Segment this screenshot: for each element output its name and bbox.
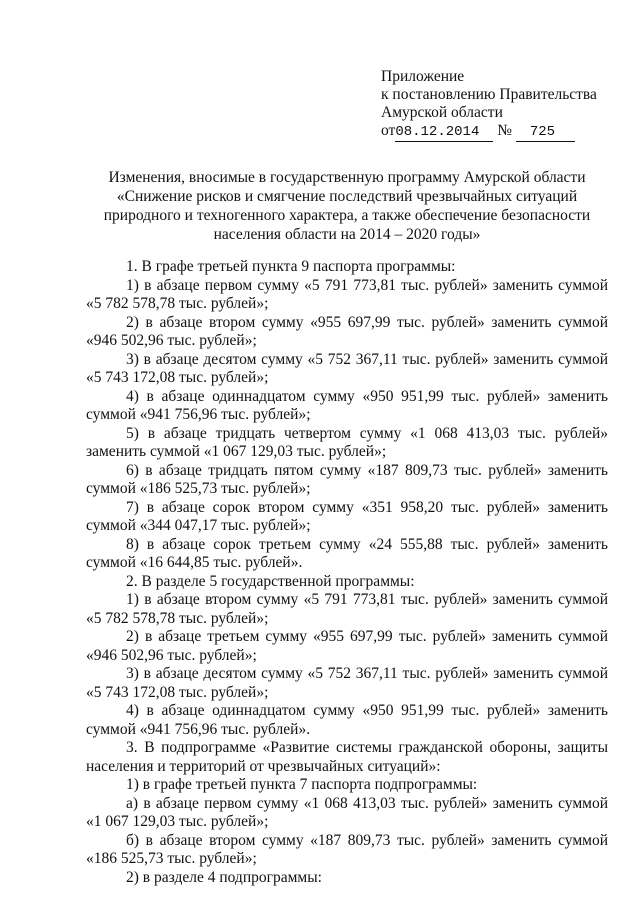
section-heading: 3. В подпрограмме «Развитие системы гражданской обороны, защиты населения и территорий от чрезвычайных ситуаций»: bbox=[86, 739, 608, 775]
appendix-resolution: к постановлению Правительства bbox=[381, 86, 597, 103]
title-line: Изменения, вносимые в государственную программу Амурской области bbox=[108, 169, 586, 186]
document-title bbox=[96, 168, 598, 244]
title-line: населения области на 2014 – 2020 годы» bbox=[213, 226, 481, 243]
list-item: 1) в графе третьей пункта 7 паспорта подпрограммы: bbox=[126, 776, 478, 793]
appendix-header bbox=[381, 68, 597, 142]
list-item: 5) в абзаце тридцать четвертом сумму «1 068 413,03 тыс. рублей» заменить суммой «1 067 129,03 тыс. рублей»; bbox=[86, 424, 608, 460]
number-label: № bbox=[497, 122, 512, 139]
section-heading: 1. В графе третьей пункта 9 паспорта программы: bbox=[126, 258, 456, 275]
list-item: б) в абзаце втором сумму «187 809,73 тыс. рублей» заменить суммой «186 525,73 тыс. рублей»; bbox=[86, 831, 608, 867]
list-item: 2) в абзаце третьем сумму «955 697,99 тыс. рублей» заменить суммой «946 502,96 тыс. рублей»; bbox=[86, 628, 608, 664]
list-item: 2) в абзаце втором сумму «955 697,99 тыс. рублей» заменить суммой «946 502,96 тыс. рублей»; bbox=[86, 313, 608, 349]
appendix-date-number bbox=[381, 122, 597, 142]
section-heading: 2. В разделе 5 государственной программы: bbox=[126, 572, 415, 590]
list-item: 6) в абзаце тридцать пятом сумму «187 809,73 тыс. рублей» заменить суммой «186 525,73 тыс. рублей»; bbox=[86, 461, 608, 497]
from-label: от bbox=[381, 122, 396, 139]
title-line: природного и техногенного характера, а также обеспечение безопасности bbox=[103, 207, 591, 224]
list-item: 7) в абзаце сорок втором сумму «351 958,20 тыс. рублей» заменить суммой «344 047,17 тыс. рублей»; bbox=[86, 498, 608, 534]
title-line: «Снижение рисков и смягчение последствий чрезвычайных ситуаций bbox=[116, 188, 578, 205]
appendix-label: Приложение bbox=[381, 68, 465, 85]
appendix-region: Амурской области bbox=[381, 104, 503, 121]
list-item: 8) в абзаце сорок третьем сумму «24 555,88 тыс. рублей» заменить суммой «16 644,85 тыс. рублей». bbox=[86, 535, 608, 571]
list-item: а) в абзаце первом сумму «1 068 413,03 тыс. рублей» заменить суммой «1 067 129,03 тыс. рублей»; bbox=[86, 794, 608, 830]
list-item: 3) в абзаце десятом сумму «5 752 367,11 тыс. рублей» заменить суммой «5 743 172,08 тыс. рублей»; bbox=[86, 350, 608, 386]
resolution-number: 725 bbox=[516, 123, 575, 142]
list-item: 1) в абзаце втором сумму «5 791 773,81 тыс. рублей» заменить суммой «5 782 578,78 тыс. рублей»; bbox=[86, 591, 608, 627]
list-item: 4) в абзаце одиннадцатом сумму «950 951,99 тыс. рублей» заменить суммой «941 756,96 тыс. рублей». bbox=[86, 702, 608, 738]
list-item: 3) в абзаце десятом сумму «5 752 367,11 тыс. рублей» заменить суммой «5 743 172,08 тыс. рублей»; bbox=[86, 665, 608, 701]
list-item: 4) в абзаце одиннадцатом сумму «950 951,99 тыс. рублей» заменить суммой «941 756,96 тыс. рублей»; bbox=[86, 387, 608, 423]
list-item: 2) в разделе 4 подпрограммы: bbox=[126, 868, 322, 886]
list-item: 1) в абзаце первом сумму «5 791 773,81 тыс. рублей» заменить суммой «5 782 578,78 тыс. рублей»; bbox=[86, 276, 608, 312]
resolution-date: 08.12.2014 bbox=[395, 123, 493, 142]
document-body bbox=[86, 258, 608, 887]
